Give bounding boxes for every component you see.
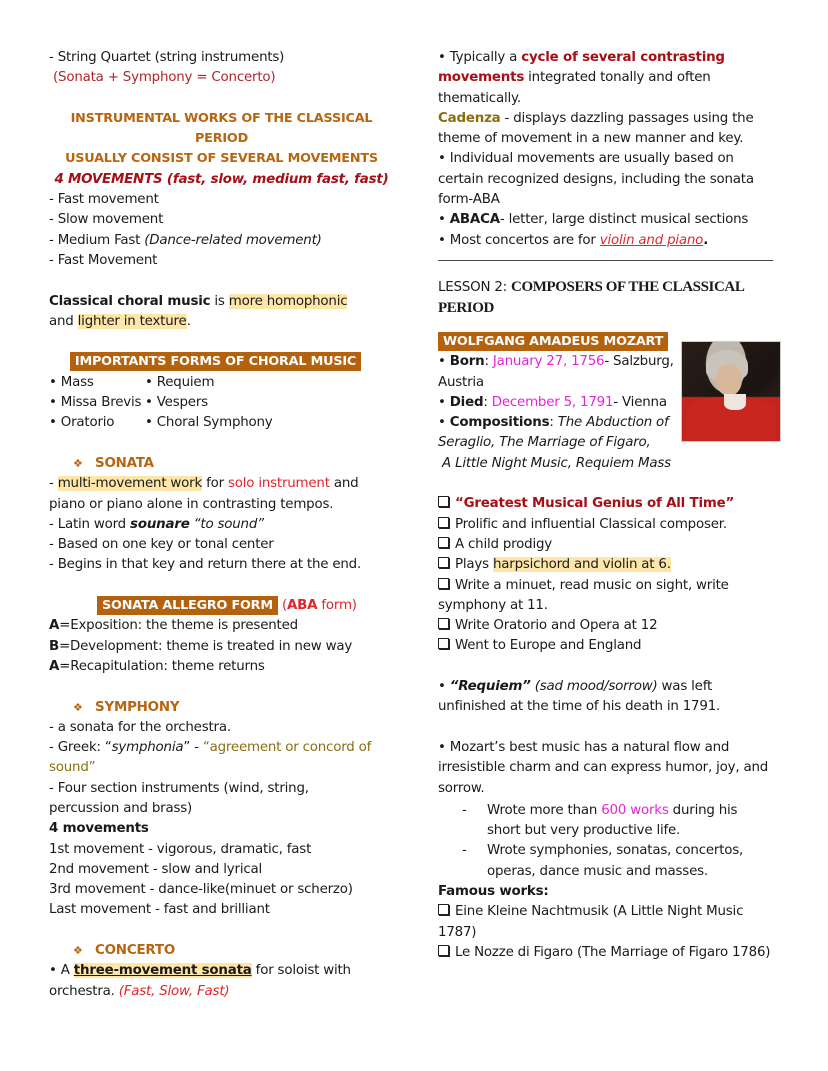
diamond-bullet-icon: ❖ <box>73 456 83 470</box>
requiem-line: • “Requiem” (sad mood/sorrow) was left <box>438 679 713 695</box>
form-item: A=Recapitulation: theme returns <box>49 658 265 674</box>
checkbox-bullet-icon <box>438 557 449 568</box>
famous-works-label: Famous works: <box>438 883 549 899</box>
sonata-definition: - multi-movement work for solo instrument and <box>49 476 359 492</box>
latin-word-line: - Latin word sounare “to sound” <box>49 516 264 532</box>
fact-item: Went to Europe and England <box>438 636 783 656</box>
sub-item: - Wrote symphonies, sonatas, concertos, <box>462 843 744 859</box>
fact-item: A child prodigy <box>438 535 783 555</box>
form-item: A=Exposition: the theme is presented <box>49 618 298 634</box>
composer-name: WOLFGANG AMADEUS MOZART <box>438 332 668 351</box>
movement-item: - Fast Movement <box>49 252 158 268</box>
fact-item: Plays harpsichord and violin at 6. <box>438 555 783 575</box>
diamond-bullet-icon: ❖ <box>73 700 83 714</box>
choral-statement-2: and lighter in texture. <box>49 313 191 329</box>
most-concertos-line: • Most concertos are for violin and piano. <box>438 232 709 248</box>
checkbox-bullet-icon <box>438 638 449 649</box>
movement-item: - Slow movement <box>49 212 164 228</box>
born-line: • Born: January 27, 1756- Salzburg, <box>438 354 674 370</box>
symphony-movement: 2nd movement - slow and lyrical <box>49 861 263 877</box>
fact-item: Prolific and influential Classical composer. <box>438 515 783 535</box>
instrumental-heading-1: INSTRUMENTAL WORKS OF THE CLASSICAL PERIOD <box>70 110 373 147</box>
left-column: - String Quartet (string instruments) (Sonata + Symphony = Concerto) INSTRUMENTAL WORKS OF THE CLASSICAL PERIOD USUALLY CONSIST OF SEVERAL MOVEMENTS 4 MOVEMENTS (fast, slow, medium fast, fast) - Fast movement - Slow movement - Medium Fast (Dance-related movement) - Fast Movement Classical choral music is more homophonic and lighter in texture. IMPORTANTS FORMS OF CHORAL MUSIC • Mass • Requiem • Missa Brevis • Vespers • Oratorio • Choral Symphony ❖ SONATA - multi-movement work for solo instrument and piano or piano alone in contrasting tempos. - Latin word sounare “to sound” - Based on one key or tonal center - Begins in that key and return there at the end. SONATA ALLEGRO FORM (ABA form) A=Exposition: the theme is presented B=Development: theme is treated in new way A=Recapitulation: theme returns ❖ SYMPHONY - a sonata for the orchestra. - Greek: “symphonia” - “agreement or concord of sound” - Four section instruments (wind, string, percussion and brass) 4 movements 1st movement - vigorous, dramatic, fast 2nd movement - slow and lyrical 3rd movement - dance-like(minuet or scherzo) Last movement - fast and brilliant ❖ CONCERTO • A three-movement sonata for soloist with orchestra. (Fast, Slow, Fast) <box>49 48 394 1002</box>
string-quartet-line: - String Quartet (string instruments) <box>49 50 285 65</box>
movement-item: - Medium Fast (Dance-related movement) <box>49 232 322 248</box>
sub-item: - Wrote more than 600 works during his <box>462 802 738 818</box>
diamond-bullet-icon: ❖ <box>73 944 83 958</box>
checkbox-bullet-icon <box>438 517 449 528</box>
checkbox-bullet-icon <box>438 904 449 915</box>
died-line: • Died: December 5, 1791- Vienna <box>438 394 667 410</box>
right-column: • Typically a cycle of several contrasting movements integrated tonally and often thematically. Cadenza - displays dazzling passages using the theme of movement in a new manner and key. • Individual movements are usually based on certain recognized designs, including the sonata form-ABA • ABACA- letter, large distinct musical sections • Most concertos are for violin and piano. LESSON 2: COMPOSERS OF THE CLASSICAL PERIOD WOLFGANG AMADEUS MOZART • Born: January 27, 1756- Salzburg, Austria • Died: December 5, 1791- Vienna • Compositions: The Abduction of Seraglio, The Marriage of Figaro, A Little Night Music, Requiem Mass “Greatest Musical Genius of All Time” Prolific and influential Classical composer. A child prodigy Plays harpsichord and violin at 6. Write a minuet, read music on sight, write symphony at 11. Write Oratorio and Opera at 12 Went to Europe and England • “Requiem” (sad mood/sorrow) was left unfinished at the time of his death in 1791. • Mozart’s best music has a natural flow and irresistible charm and can express humor, joy, and sorrow. - Wrote more than 600 works during his short but very productive life. - Wrote symphonies, sonatas, concertos, operas, dance music and masses. Famous works: Eine Kleine Nachtmusik (A Little Night Music 1787) Le Nozze di Figaro (The Marriage of Figaro 1786) <box>438 48 783 963</box>
checkbox-bullet-icon <box>438 578 449 589</box>
choral-forms-list: • Mass • Requiem • Missa Brevis • Vespers • Oratorio • Choral Symphony <box>49 374 273 431</box>
checkbox-bullet-icon <box>438 537 449 548</box>
sonata-heading: ❖ SONATA <box>49 454 394 474</box>
movement-item: - Fast movement <box>49 192 159 208</box>
symphony-heading: ❖ SYMPHONY <box>49 698 394 718</box>
checkbox-bullet-icon <box>438 945 449 956</box>
section-divider <box>438 260 773 261</box>
instrumental-heading-2: USUALLY CONSIST OF SEVERAL MOVEMENTS <box>65 151 378 167</box>
sonata-allegro-heading: SONATA ALLEGRO FORM (ABA form) <box>49 596 394 616</box>
symphony-movement: 3rd movement - dance-like(minuet or scherzo) <box>49 882 353 898</box>
form-item: B=Development: theme is treated in new way <box>49 638 353 654</box>
movements-heading: 4 MOVEMENTS (fast, slow, medium fast, fast) <box>54 171 389 187</box>
checkbox-bullet-icon <box>438 496 449 507</box>
mozart-portrait-image <box>681 341 781 442</box>
choral-statement: Classical choral music is more homophonic <box>49 293 348 309</box>
symphony-movement: 1st movement - vigorous, dramatic, fast <box>49 841 312 857</box>
choral-forms-title: IMPORTANTS FORMS OF CHORAL MUSIC <box>70 352 361 371</box>
famous-work-item: Eine Kleine Nachtmusik (A Little Night Music <box>438 902 783 922</box>
famous-work-item: Le Nozze di Figaro (The Marriage of Figaro 1786) <box>438 943 783 963</box>
abaca-line: • ABACA- letter, large distinct musical sections <box>438 212 749 228</box>
concerto-heading: ❖ CONCERTO <box>49 941 394 961</box>
greek-line: - Greek: “symphonia” - “agreement or concord of <box>49 740 372 756</box>
fact-item: Write Oratorio and Opera at 12 <box>438 616 783 636</box>
concerto-definition: • A three-movement sonata for soloist with <box>49 963 351 979</box>
checkbox-bullet-icon <box>438 618 449 629</box>
compositions-line: • Compositions: The Abduction of <box>438 415 669 431</box>
fact-item: “Greatest Musical Genius of All Time” <box>438 494 783 514</box>
formula-line: (Sonata + Symphony = Concerto) <box>53 70 276 86</box>
lesson-title: LESSON 2: COMPOSERS OF THE CLASSICAL <box>438 278 745 295</box>
symphony-movement: Last movement - fast and brilliant <box>49 902 270 918</box>
symphony-movements-label: 4 movements <box>49 821 149 837</box>
fact-item: Write a minuet, read music on sight, write <box>438 576 783 596</box>
cadenza-line: Cadenza - displays dazzling passages using the <box>438 110 754 126</box>
